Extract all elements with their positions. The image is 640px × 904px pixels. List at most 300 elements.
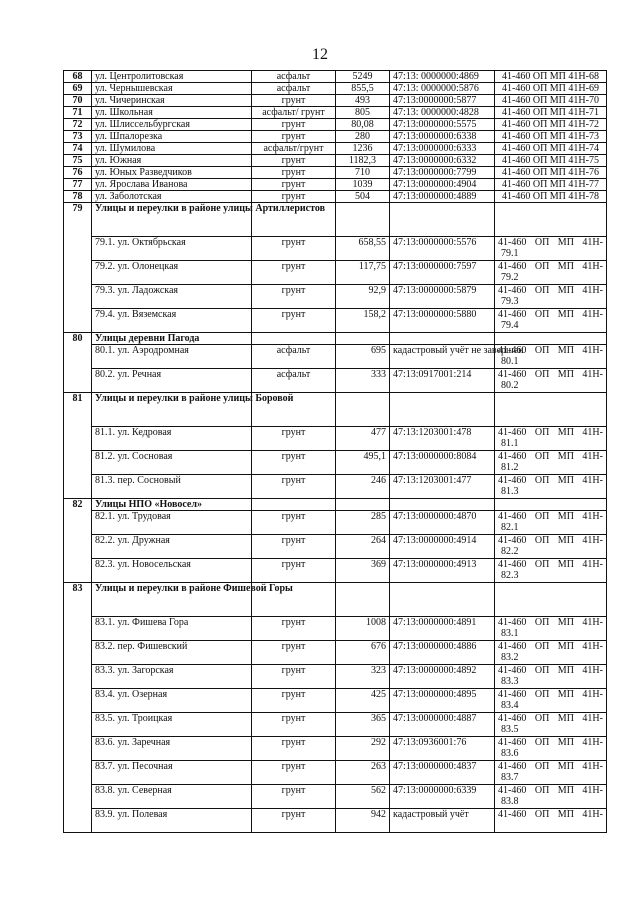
road-id-code: 41-460 ОП МП 41Н-75 bbox=[495, 155, 607, 167]
street-name: ул. Шпалорезка bbox=[92, 131, 252, 143]
table-row bbox=[64, 617, 607, 641]
empty-cell bbox=[336, 203, 390, 237]
page-number: 12 bbox=[312, 46, 328, 63]
street-name: 83.7. ул. Песочная bbox=[92, 761, 252, 785]
street-name: 83.9. ул. Полевая bbox=[92, 809, 252, 833]
road-id-code bbox=[495, 451, 607, 475]
group-title: Улицы и переулки в районе улицы Боровой bbox=[92, 393, 252, 427]
road-id-code-box bbox=[498, 761, 603, 783]
surface-type: грунт bbox=[252, 451, 336, 475]
surface-type: грунт bbox=[252, 761, 336, 785]
surface-type: грунт bbox=[252, 155, 336, 167]
cadastral-number: кадастровый учёт bbox=[390, 809, 495, 833]
table-row bbox=[64, 309, 607, 333]
road-id-code-box bbox=[498, 285, 603, 307]
row-number: 70 bbox=[64, 95, 92, 107]
group-title: Улицы и переулки в районе улицы Артиллеристов bbox=[92, 203, 252, 237]
surface-type: грунт bbox=[252, 641, 336, 665]
cadastral-number: 47:13:0000000:7597 bbox=[390, 261, 495, 285]
surface-type: грунт bbox=[252, 511, 336, 535]
road-length: 158,2 bbox=[336, 309, 390, 333]
road-length: 264 bbox=[336, 535, 390, 559]
cadastral-number: 47:13:0000000:6338 bbox=[390, 131, 495, 143]
street-name: ул. Юных Разведчиков bbox=[92, 167, 252, 179]
road-id-code-line1: 41-460 ОП МП 41Н- bbox=[498, 261, 603, 272]
group-header-row bbox=[64, 393, 607, 427]
road-id-code: 41-460 ОП МП 41Н-71 bbox=[495, 107, 607, 119]
road-id-code-line1: 41-460 ОП МП 41Н- bbox=[498, 451, 603, 462]
street-name: ул. Заболотская bbox=[92, 191, 252, 203]
road-id-code-box bbox=[498, 427, 603, 449]
empty-cell bbox=[252, 333, 336, 345]
cadastral-number: 47:13:0000000:6332 bbox=[390, 155, 495, 167]
table-row bbox=[64, 475, 607, 499]
road-length: 695 bbox=[336, 345, 390, 369]
surface-type: асфальт/грунт bbox=[252, 143, 336, 155]
empty-cell bbox=[495, 583, 607, 617]
table-row bbox=[64, 369, 607, 393]
cadastral-number: 47:13:0000000:4904 bbox=[390, 179, 495, 191]
cadastral-number: 47:13:0000000:5575 bbox=[390, 119, 495, 131]
road-id-code bbox=[495, 641, 607, 665]
table-row bbox=[64, 107, 607, 119]
group-number: 79 bbox=[64, 203, 92, 333]
road-length: 425 bbox=[336, 689, 390, 713]
surface-type: грунт bbox=[252, 737, 336, 761]
table-row bbox=[64, 345, 607, 369]
road-id-code-line2: 80.2 bbox=[501, 380, 519, 391]
row-number: 77 bbox=[64, 179, 92, 191]
road-id-code-box bbox=[498, 809, 603, 831]
table-row bbox=[64, 95, 607, 107]
table-row bbox=[64, 155, 607, 167]
road-length: 5249 bbox=[336, 71, 390, 83]
road-id-code-line2: 81.3 bbox=[501, 486, 519, 497]
table-row bbox=[64, 737, 607, 761]
road-id-code-box bbox=[498, 511, 603, 533]
table-row bbox=[64, 237, 607, 261]
cadastral-number: 47:13:0000000:4914 bbox=[390, 535, 495, 559]
road-id-code-box bbox=[498, 535, 603, 557]
cadastral-number: 47:13:0000000:5877 bbox=[390, 95, 495, 107]
street-name: 79.1. ул. Октябрьская bbox=[92, 237, 252, 261]
surface-type: асфальт bbox=[252, 369, 336, 393]
surface-type: грунт bbox=[252, 261, 336, 285]
road-id-code-line1: 41-460 ОП МП 41Н- bbox=[498, 785, 603, 796]
empty-cell bbox=[336, 583, 390, 617]
table-row bbox=[64, 641, 607, 665]
road-id-code-line2: 83.1 bbox=[501, 628, 519, 639]
street-name: 82.3. ул. Новосельская bbox=[92, 559, 252, 583]
road-id-code: 41-460 ОП МП 41Н-72 bbox=[495, 119, 607, 131]
cadastral-number: 47:13:0000000:4889 bbox=[390, 191, 495, 203]
road-length: 1008 bbox=[336, 617, 390, 641]
road-id-code: 41-460 ОП МП 41Н-70 bbox=[495, 95, 607, 107]
street-name: ул. Шумилова bbox=[92, 143, 252, 155]
road-id-code bbox=[495, 665, 607, 689]
road-id-code-line1: 41-460 ОП МП 41Н- bbox=[498, 641, 603, 652]
road-id-code-line1: 41-460 ОП МП 41Н- bbox=[498, 237, 603, 248]
road-id-code-line2: 82.3 bbox=[501, 570, 519, 581]
road-id-code-box bbox=[498, 345, 603, 367]
table-row bbox=[64, 71, 607, 83]
road-length: 333 bbox=[336, 369, 390, 393]
street-name: ул. Чернышевская bbox=[92, 83, 252, 95]
street-name: ул. Школьная bbox=[92, 107, 252, 119]
road-id-code: 41-460 ОП МП 41Н-77 bbox=[495, 179, 607, 191]
road-id-code-line2: 80.1 bbox=[501, 356, 519, 367]
road-id-code-box bbox=[498, 641, 603, 663]
street-name: 83.4. ул. Озерная bbox=[92, 689, 252, 713]
road-id-code bbox=[495, 427, 607, 451]
cadastral-number: 47:13:0000000:5880 bbox=[390, 309, 495, 333]
table-row bbox=[64, 167, 607, 179]
surface-type: грунт bbox=[252, 95, 336, 107]
street-name: ул. Шлиссельбургская bbox=[92, 119, 252, 131]
table-row bbox=[64, 261, 607, 285]
row-number: 76 bbox=[64, 167, 92, 179]
road-id-code-box bbox=[498, 261, 603, 283]
road-id-code-line1: 41-460 ОП МП 41Н- bbox=[498, 665, 603, 676]
cadastral-number: 47:13:0000000:4892 bbox=[390, 665, 495, 689]
table-row bbox=[64, 535, 607, 559]
row-number: 75 bbox=[64, 155, 92, 167]
road-length: 1039 bbox=[336, 179, 390, 191]
group-header-row bbox=[64, 583, 607, 617]
empty-cell bbox=[390, 499, 495, 511]
surface-type: грунт bbox=[252, 131, 336, 143]
road-id-code-line2: 83.3 bbox=[501, 676, 519, 687]
cadastral-number: 47:13:0000000:6339 bbox=[390, 785, 495, 809]
surface-type: грунт bbox=[252, 309, 336, 333]
surface-type: грунт bbox=[252, 665, 336, 689]
street-name: 83.3. ул. Загорская bbox=[92, 665, 252, 689]
empty-cell bbox=[495, 499, 607, 511]
road-id-code-box bbox=[498, 309, 603, 331]
table-row bbox=[64, 427, 607, 451]
row-number: 74 bbox=[64, 143, 92, 155]
road-id-code bbox=[495, 617, 607, 641]
road-length: 117,75 bbox=[336, 261, 390, 285]
street-name: ул. Центролитовская bbox=[92, 71, 252, 83]
road-length: 658,55 bbox=[336, 237, 390, 261]
table-row bbox=[64, 665, 607, 689]
street-name: 82.1. ул. Трудовая bbox=[92, 511, 252, 535]
table-row bbox=[64, 785, 607, 809]
street-name: 83.1. ул. Фишева Гора bbox=[92, 617, 252, 641]
group-number: 81 bbox=[64, 393, 92, 499]
roads-table bbox=[63, 70, 607, 833]
road-id-code bbox=[495, 713, 607, 737]
road-length: 323 bbox=[336, 665, 390, 689]
road-length: 504 bbox=[336, 191, 390, 203]
cadastral-number: 47:13:0000000:4870 bbox=[390, 511, 495, 535]
cadastral-number: 47:13:0000000:5576 bbox=[390, 237, 495, 261]
street-name: 80.1. ул. Аэродромная bbox=[92, 345, 252, 369]
cadastral-number: 47:13: 0000000:4828 bbox=[390, 107, 495, 119]
road-length: 292 bbox=[336, 737, 390, 761]
road-id-code-line2: 79.1 bbox=[501, 248, 519, 259]
group-header-row bbox=[64, 499, 607, 511]
table-row bbox=[64, 511, 607, 535]
road-id-code bbox=[495, 761, 607, 785]
road-id-code-line1: 41-460 ОП МП 41Н- bbox=[498, 689, 603, 700]
row-number: 73 bbox=[64, 131, 92, 143]
road-length: 805 bbox=[336, 107, 390, 119]
road-length: 1236 bbox=[336, 143, 390, 155]
road-length: 562 bbox=[336, 785, 390, 809]
road-id-code-line2: 79.4 bbox=[501, 320, 519, 331]
surface-type: грунт bbox=[252, 179, 336, 191]
surface-type: асфальт bbox=[252, 71, 336, 83]
surface-type: грунт bbox=[252, 535, 336, 559]
cadastral-number: 47:13:0000000:7799 bbox=[390, 167, 495, 179]
road-id-code bbox=[495, 809, 607, 833]
road-length: 80,08 bbox=[336, 119, 390, 131]
road-id-code: 41-460 ОП МП 41Н-69 bbox=[495, 83, 607, 95]
table-row bbox=[64, 131, 607, 143]
road-length: 495,1 bbox=[336, 451, 390, 475]
road-length: 280 bbox=[336, 131, 390, 143]
road-id-code-line1: 41-460 ОП МП 41Н- bbox=[498, 617, 603, 628]
road-id-code-line1: 41-460 ОП МП 41Н- bbox=[498, 559, 603, 570]
road-id-code-box bbox=[498, 475, 603, 497]
road-id-code-box bbox=[498, 713, 603, 735]
road-id-code-line2: 81.2 bbox=[501, 462, 519, 473]
road-id-code: 41-460 ОП МП 41Н-74 bbox=[495, 143, 607, 155]
row-number: 71 bbox=[64, 107, 92, 119]
street-name: ул. Чичеринская bbox=[92, 95, 252, 107]
surface-type: грунт bbox=[252, 167, 336, 179]
road-length: 710 bbox=[336, 167, 390, 179]
surface-type: грунт bbox=[252, 809, 336, 833]
empty-cell bbox=[336, 499, 390, 511]
table-row bbox=[64, 761, 607, 785]
road-length: 477 bbox=[336, 427, 390, 451]
empty-cell bbox=[336, 393, 390, 427]
street-name: 79.3. ул. Ладожская bbox=[92, 285, 252, 309]
road-id-code bbox=[495, 737, 607, 761]
road-length: 263 bbox=[336, 761, 390, 785]
street-name: 81.3. пер. Сосновый bbox=[92, 475, 252, 499]
empty-cell bbox=[495, 393, 607, 427]
street-name: 82.2. ул. Дружная bbox=[92, 535, 252, 559]
road-id-code-line2: 79.2 bbox=[501, 272, 519, 283]
cadastral-number: 47:13:0000000:4837 bbox=[390, 761, 495, 785]
road-length: 1182,3 bbox=[336, 155, 390, 167]
road-id-code-line2: 82.1 bbox=[501, 522, 519, 533]
road-id-code-line2: 83.2 bbox=[501, 652, 519, 663]
table-row bbox=[64, 191, 607, 203]
cadastral-number: 47:13:1203001:477 bbox=[390, 475, 495, 499]
surface-type: грунт bbox=[252, 689, 336, 713]
street-name: ул. Южная bbox=[92, 155, 252, 167]
row-number: 72 bbox=[64, 119, 92, 131]
empty-cell bbox=[495, 333, 607, 345]
group-header-row bbox=[64, 203, 607, 237]
cadastral-number: 47:13:0000000:4913 bbox=[390, 559, 495, 583]
road-id-code-box bbox=[498, 369, 603, 391]
road-id-code bbox=[495, 785, 607, 809]
empty-cell bbox=[390, 333, 495, 345]
group-title: Улицы и переулки в районе Фишевой Горы bbox=[92, 583, 252, 617]
table-row bbox=[64, 83, 607, 95]
table-row bbox=[64, 179, 607, 191]
road-id-code-line1: 41-460 ОП МП 41Н- bbox=[498, 309, 603, 320]
cadastral-number: 47:13:0000000:4887 bbox=[390, 713, 495, 737]
cadastral-number: 47:13:0936001:76 bbox=[390, 737, 495, 761]
road-id-code bbox=[495, 535, 607, 559]
road-length: 855,5 bbox=[336, 83, 390, 95]
cadastral-number: 47:13:0000000:4886 bbox=[390, 641, 495, 665]
empty-cell bbox=[252, 499, 336, 511]
road-id-code: 41-460 ОП МП 41Н-73 bbox=[495, 131, 607, 143]
surface-type: грунт bbox=[252, 475, 336, 499]
surface-type: асфальт bbox=[252, 83, 336, 95]
surface-type: грунт bbox=[252, 285, 336, 309]
road-id-code-line1: 41-460 ОП МП 41Н- bbox=[498, 475, 603, 486]
road-id-code-line1: 41-460 ОП МП 41Н- bbox=[498, 369, 603, 380]
surface-type: грунт bbox=[252, 237, 336, 261]
table-row bbox=[64, 713, 607, 737]
row-number: 68 bbox=[64, 71, 92, 83]
cadastral-number: кадастровый учёт не завершен bbox=[390, 345, 495, 369]
surface-type: асфальт/ грунт bbox=[252, 107, 336, 119]
street-name: 80.2. ул. Речная bbox=[92, 369, 252, 393]
road-id-code-line1: 41-460 ОП МП 41Н- bbox=[498, 535, 603, 546]
road-length: 285 bbox=[336, 511, 390, 535]
road-id-code: 41-460 ОП МП 41Н-68 bbox=[495, 71, 607, 83]
road-id-code-box bbox=[498, 237, 603, 259]
cadastral-number: 47:13:0000000:4891 bbox=[390, 617, 495, 641]
road-length: 365 bbox=[336, 713, 390, 737]
road-id-code-line2: 81.1 bbox=[501, 438, 519, 449]
cadastral-number: 47:13:0000000:6333 bbox=[390, 143, 495, 155]
road-id-code-line1: 41-460 ОП МП 41Н- bbox=[498, 427, 603, 438]
table-row bbox=[64, 143, 607, 155]
road-id-code-box bbox=[498, 689, 603, 711]
road-id-code bbox=[495, 309, 607, 333]
table-row bbox=[64, 559, 607, 583]
road-id-code-box bbox=[498, 737, 603, 759]
cadastral-number: 47:13:0917001:214 bbox=[390, 369, 495, 393]
road-length: 493 bbox=[336, 95, 390, 107]
street-name: 83.5. ул. Троицкая bbox=[92, 713, 252, 737]
road-id-code-line2: 83.8 bbox=[501, 796, 519, 807]
road-id-code-line1: 41-460 ОП МП 41Н- bbox=[498, 737, 603, 748]
road-length: 676 bbox=[336, 641, 390, 665]
group-number: 83 bbox=[64, 583, 92, 833]
road-id-code: 41-460 ОП МП 41Н-78 bbox=[495, 191, 607, 203]
street-name: 83.8. ул. Северная bbox=[92, 785, 252, 809]
road-id-code-line1: 41-460 ОП МП 41Н- bbox=[498, 761, 603, 772]
surface-type: грунт bbox=[252, 559, 336, 583]
surface-type: грунт bbox=[252, 191, 336, 203]
road-id-code-line2: 83.5 bbox=[501, 724, 519, 735]
road-id-code-line1: 41-460 ОП МП 41Н- bbox=[498, 285, 603, 296]
road-id-code-line2: 82.2 bbox=[501, 546, 519, 557]
road-id-code bbox=[495, 261, 607, 285]
road-id-code-box bbox=[498, 617, 603, 639]
empty-cell bbox=[495, 203, 607, 237]
street-name: 83.6. ул. Заречная bbox=[92, 737, 252, 761]
group-title: Улицы деревни Пагода bbox=[92, 333, 252, 345]
cadastral-number: 47:13:0000000:5879 bbox=[390, 285, 495, 309]
cadastral-number: 47:13: 0000000:5876 bbox=[390, 83, 495, 95]
road-id-code-line1: 41-460 ОП МП 41Н- bbox=[498, 713, 603, 724]
surface-type: асфальт bbox=[252, 345, 336, 369]
road-id-code bbox=[495, 237, 607, 261]
road-id-code bbox=[495, 369, 607, 393]
road-id-code-line1: 41-460 ОП МП 41Н- bbox=[498, 511, 603, 522]
empty-cell bbox=[390, 203, 495, 237]
road-id-code-line2: 79.3 bbox=[501, 296, 519, 307]
surface-type: грунт bbox=[252, 427, 336, 451]
table-row bbox=[64, 285, 607, 309]
road-id-code bbox=[495, 345, 607, 369]
street-name: 83.2. пер. Фишевский bbox=[92, 641, 252, 665]
road-id-code-line1: 41-460 ОП МП 41Н- bbox=[498, 345, 603, 356]
road-id-code bbox=[495, 285, 607, 309]
road-id-code bbox=[495, 511, 607, 535]
group-number: 80 bbox=[64, 333, 92, 393]
road-id-code-box bbox=[498, 451, 603, 473]
road-id-code: 41-460 ОП МП 41Н-76 bbox=[495, 167, 607, 179]
surface-type: грунт bbox=[252, 713, 336, 737]
road-length: 369 bbox=[336, 559, 390, 583]
road-id-code bbox=[495, 559, 607, 583]
street-name: 81.2. ул. Сосновая bbox=[92, 451, 252, 475]
table-row bbox=[64, 451, 607, 475]
road-id-code-line2: 83.6 bbox=[501, 748, 519, 759]
street-name: ул. Ярослава Иванова bbox=[92, 179, 252, 191]
table-row bbox=[64, 809, 607, 833]
road-length: 942 bbox=[336, 809, 390, 833]
road-id-code-line2: 83.7 bbox=[501, 772, 519, 783]
roads-table-body bbox=[64, 71, 607, 833]
row-number: 78 bbox=[64, 191, 92, 203]
cadastral-number: 47:13:1203001:478 bbox=[390, 427, 495, 451]
surface-type: грунт bbox=[252, 617, 336, 641]
street-name: 81.1. ул. Кедровая bbox=[92, 427, 252, 451]
empty-cell bbox=[390, 583, 495, 617]
group-header-row bbox=[64, 333, 607, 345]
group-number: 82 bbox=[64, 499, 92, 583]
surface-type: грунт bbox=[252, 119, 336, 131]
cadastral-number: 47:13:0000000:8084 bbox=[390, 451, 495, 475]
cadastral-number: 47:13:0000000:4895 bbox=[390, 689, 495, 713]
table-row bbox=[64, 119, 607, 131]
empty-cell bbox=[390, 393, 495, 427]
street-name: 79.4. ул. Вяземская bbox=[92, 309, 252, 333]
row-number: 69 bbox=[64, 83, 92, 95]
road-id-code bbox=[495, 475, 607, 499]
cadastral-number: 47:13: 0000000:4869 bbox=[390, 71, 495, 83]
road-id-code-box bbox=[498, 559, 603, 581]
street-name: 79.2. ул. Олонецкая bbox=[92, 261, 252, 285]
road-length: 92,9 bbox=[336, 285, 390, 309]
surface-type: грунт bbox=[252, 785, 336, 809]
table-row bbox=[64, 689, 607, 713]
road-id-code bbox=[495, 689, 607, 713]
road-id-code-line2: 83.4 bbox=[501, 700, 519, 711]
road-length: 246 bbox=[336, 475, 390, 499]
road-id-code-box bbox=[498, 785, 603, 807]
road-id-code-line1: 41-460 ОП МП 41Н- bbox=[498, 809, 603, 820]
empty-cell bbox=[336, 333, 390, 345]
road-id-code-box bbox=[498, 665, 603, 687]
group-title: Улицы НПО «Новосел» bbox=[92, 499, 252, 511]
